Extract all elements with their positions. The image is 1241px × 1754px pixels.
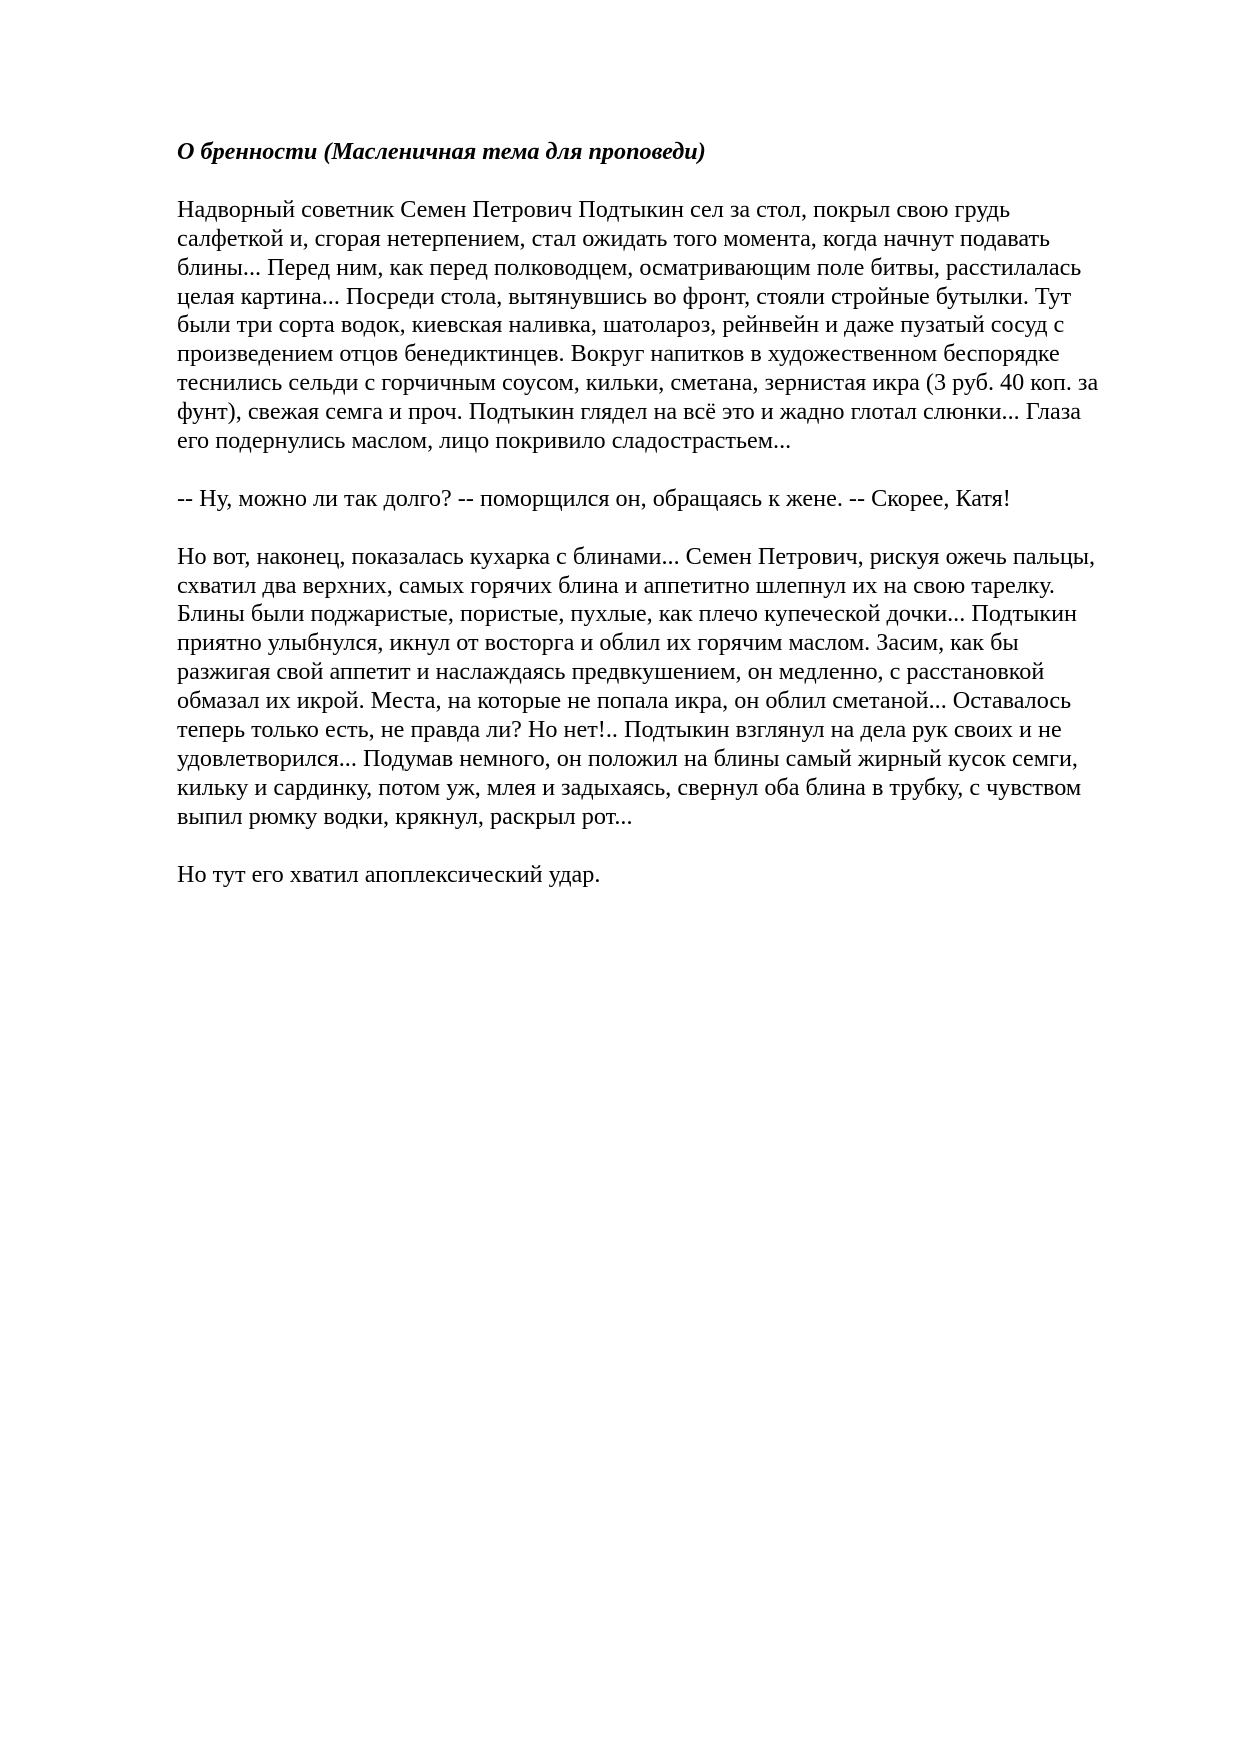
text-line: блины... Перед ним, как перед полководцем, осматривающим поле битвы, расстилалась <box>177 253 1082 281</box>
paragraph-3 <box>177 543 1145 832</box>
text-line: фунт), свежая семга и проч. Подтыкин глядел на всё это и жадно глотал слюнки... Глаза <box>177 398 1082 426</box>
text-line: произведением отцов бенедиктинцев. Вокруг напитков в художественном беспорядке <box>177 340 1060 368</box>
paragraph-4 <box>177 861 1145 890</box>
text-line: теснились сельди с горчичным соусом, кильки, сметана, зернистая икра (3 руб. 40 коп. за <box>177 369 1099 397</box>
text-line: схватил два верхних, самых горячих блина и аппетитно шлепнул их на свою тарелку. <box>177 571 1055 599</box>
document-page <box>177 138 1145 918</box>
text-line: теперь только есть, не правда ли? Но нет!.. Подтыкин взглянул на дела рук своих и не <box>177 716 1062 744</box>
paragraph-1 <box>177 196 1145 456</box>
text-line: Блины были поджаристые, пористые, пухлые, как плечо купеческой дочки... Подтыкин <box>177 600 1077 628</box>
text-line: -- Ну, можно ли так долго? -- поморщился он, обращаясь к жене. -- Скорее, Катя! <box>177 484 1011 512</box>
text-line: обмазал их икрой. Места, на которые не попала икра, он облил сметаной... Оставалось <box>177 687 1072 715</box>
text-line: разжигая свой аппетит и наслаждаясь предвкушением, он медленно, с расстановкой <box>177 658 1045 686</box>
text-line: кильку и сардинку, потом уж, млея и задыхаясь, свернул оба блина в трубку, с чувством <box>177 773 1082 801</box>
text-line: его подернулись маслом, лицо покривило сладострастьем... <box>177 427 792 455</box>
paragraph-2 <box>177 485 1145 514</box>
text-line: Но вот, наконец, показалась кухарка с блинами... Семен Петрович, рискуя ожечь пальцы, <box>177 542 1096 570</box>
text-line: удовлетворился... Подумав немного, он положил на блины самый жирный кусок семги, <box>177 744 1078 772</box>
text-line: Но тут его хватил апоплексический удар. <box>177 860 601 888</box>
text-line: были три сорта водок, киевская наливка, шатолароз, рейнвейн и даже пузатый сосуд с <box>177 311 1065 339</box>
text-line: Надворный советник Семен Петрович Подтыкин сел за стол, покрыл свою грудь <box>177 195 1011 223</box>
text-line: целая картина... Посреди стола, вытянувшись во фронт, стояли стройные бутылки. Тут <box>177 282 1072 310</box>
text-line: салфеткой и, сгорая нетерпением, стал ожидать того момента, когда начнут подавать <box>177 224 1051 252</box>
text-line: выпил рюмку водки, крякнул, раскрыл рот... <box>177 802 633 830</box>
document-title: О бренности (Масленичная тема для проповеди) <box>177 138 706 165</box>
text-line: приятно улыбнулся, икнул от восторга и облил их горячим маслом. Засим, как бы <box>177 629 1019 657</box>
